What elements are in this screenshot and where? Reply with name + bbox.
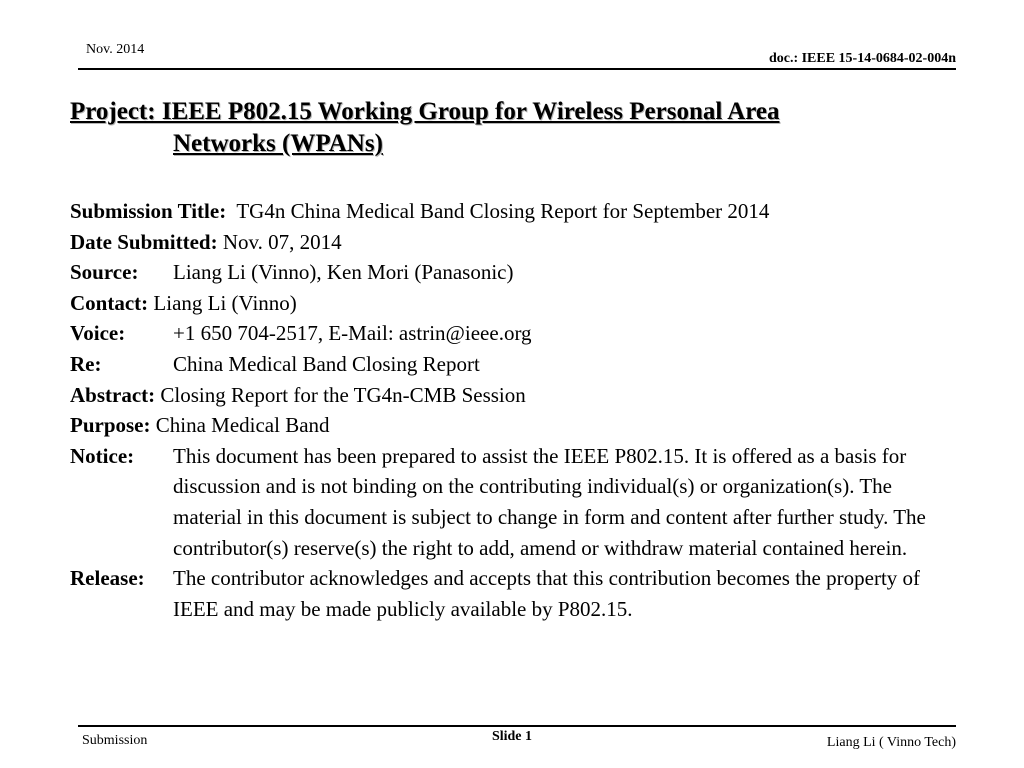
field-label: Source: <box>70 260 139 285</box>
field-label: Voice: <box>70 321 126 346</box>
field-label: Notice: <box>70 443 135 468</box>
field-notice <box>70 441 970 563</box>
field-value: Liang Li (Vinno) <box>153 290 297 315</box>
field-label: Date Submitted: <box>70 229 218 254</box>
field-value: China Medical Band Closing Report <box>173 351 480 376</box>
field-label: Re: <box>70 351 102 376</box>
field-value: TG4n China Medical Band Closing Report for September 2014 <box>236 199 770 223</box>
field-label: Purpose: <box>70 413 151 438</box>
title-line-1: Project: IEEE P802.15 Working Group for Wireless Personal Area <box>70 98 780 125</box>
field-value: Closing Report for the TG4n-CMB Session <box>160 382 526 407</box>
slide-title <box>70 96 970 160</box>
field-value: China Medical Band <box>155 413 330 438</box>
field-value: The contributor acknowledges and accepts that this contribution becomes the property of IEEE and may be made publicly available by P802.15. <box>173 566 921 621</box>
footer-divider <box>78 725 956 727</box>
field-value: Nov. 07, 2014 <box>222 229 342 254</box>
field-label: Release: <box>70 566 145 591</box>
header-divider <box>78 68 956 70</box>
submission-fields <box>70 196 970 624</box>
field-label: Abstract: <box>70 382 156 407</box>
header-doc-id: doc.: IEEE 15-14-0684-02-004n <box>768 51 956 66</box>
field-value: This document has been prepared to assist the IEEE P802.15. It is offered as a basis for discussion and is not binding on the contributing individual(s) or organization(s). The material in this document is subject to change in form and content after further study. The contributor(s) reserve(s) the right to add, amend or withdraw material contained herein. <box>173 443 926 560</box>
title-line-2: Networks (WPANs) <box>173 130 383 157</box>
field-contact <box>70 288 970 319</box>
field-abstract <box>70 380 970 411</box>
footer-author: Liang Li ( Vinno Tech) <box>826 735 956 750</box>
field-label: Submission Title: <box>70 199 227 223</box>
field-re <box>70 349 970 380</box>
field-date-submitted <box>70 227 970 258</box>
field-voice <box>70 318 970 349</box>
field-release <box>70 563 970 624</box>
field-label: Contact: <box>70 290 149 315</box>
field-source <box>70 257 970 288</box>
field-purpose <box>70 410 970 441</box>
field-value: Liang Li (Vinno), Ken Mori (Panasonic) <box>173 260 514 285</box>
footer-submission: Submission <box>82 733 148 748</box>
header-date: Nov. 2014 <box>86 42 145 57</box>
field-submission-title <box>70 196 970 227</box>
footer-slide-number: Slide 1 <box>491 729 533 744</box>
field-value: +1 650 704-2517, E-Mail: astrin@ieee.org <box>173 321 532 346</box>
